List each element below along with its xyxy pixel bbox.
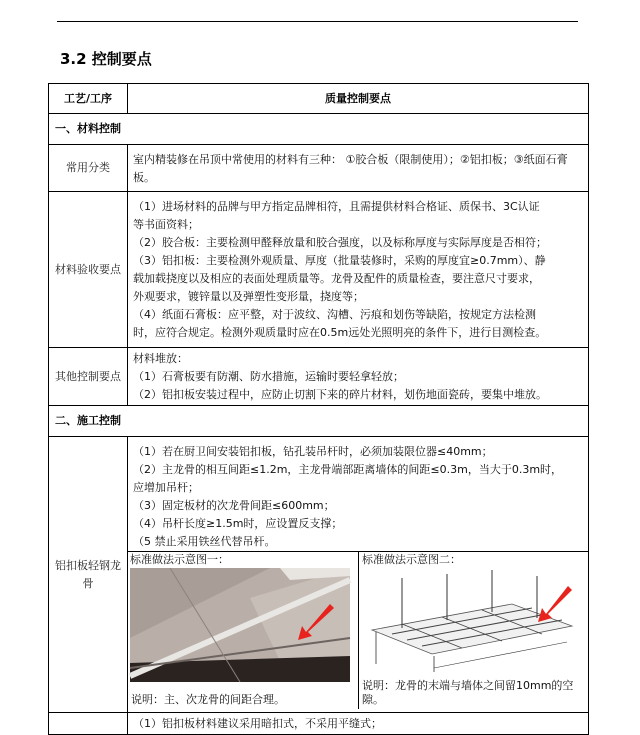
- diagram-caption: 说明：龙骨的末端与墙体之间留10mm的空隙。: [362, 679, 574, 706]
- content-line: （2）主龙骨的相互间距≤1.2m，主龙骨端部距离墙体的间距≤0.3m，当大于0.3m时，: [133, 463, 563, 476]
- row-content: [128, 348, 589, 406]
- content-line: （3）固定板材的次龙骨间距≤600mm；: [133, 499, 335, 512]
- content-line: 材料堆放：: [133, 352, 188, 365]
- table-row: [49, 145, 589, 192]
- table-row: [49, 713, 589, 735]
- row-content: [128, 192, 589, 348]
- row-content: [128, 713, 589, 735]
- ceiling-photo: [130, 568, 350, 682]
- content-line: （2）铝扣板安装过程中，应防止切割下来的碎片材料，划伤地面瓷砖，要集中堆放。: [133, 388, 547, 401]
- content-line: （1）铝扣板材料建议采用暗扣式，不采用平缝式；: [133, 717, 382, 730]
- category-row: [49, 114, 589, 145]
- content-line: 外观要求，镀锌量以及弹塑性变形量，挠度等；: [133, 290, 364, 303]
- row-label: 铝扣板轻钢龙骨: [49, 437, 128, 713]
- content-line: （5 禁止采用铁丝代替吊杆。: [133, 535, 276, 548]
- table-row: [49, 192, 589, 348]
- diagram-title: 标准做法示意图二：: [362, 553, 461, 566]
- row-label: [49, 713, 128, 735]
- category-title-materials: 一、材料控制: [49, 114, 589, 145]
- table-row: [49, 437, 589, 713]
- content-line: （4）纸面石膏板：应平整，对于波纹、沟槽、污痕和划伤等缺陷，按规定方法检测: [133, 308, 536, 321]
- section-title: 3.2 控制要点: [60, 50, 152, 68]
- content-line: 时，应符合规定。检测外观质量时应在0.5m远处光照明亮的条件下，进行目测检查。: [133, 326, 547, 339]
- content-line: （3）铝扣板：主要检测外观质量、厚度（批量装修时，采购的厚度宜≥0.7mm）、静: [133, 254, 546, 267]
- content-line: （2）胶合板：主要检测甲醛释放量和胶合强度，以及标称厚度与实际厚度是否相符；: [133, 236, 547, 249]
- header-process: 工艺/工序: [49, 84, 128, 114]
- table-row: [49, 348, 589, 406]
- diagram-2: [358, 552, 588, 709]
- diagram-1: [128, 552, 358, 709]
- top-rule: [57, 21, 578, 22]
- content-line: （1）进场材料的品牌与甲方指定品牌相符，且需提供材料合格证、质保书、3C认证: [133, 200, 540, 213]
- content-line: （1）若在厨卫间安装铝扣板，钻孔装吊杆时，必须加装限位器≤40mm；: [133, 445, 493, 458]
- header-points: 质量控制要点: [128, 84, 589, 114]
- quality-control-table: [48, 83, 589, 735]
- diagram-caption: 说明：主、次龙骨的间距合理。: [131, 693, 285, 706]
- row-label: 常用分类: [49, 145, 128, 192]
- row-label: 材料验收要点: [49, 192, 128, 348]
- row-content: [128, 145, 589, 192]
- row-content: [128, 437, 589, 713]
- content-line: （1）石膏板要有防潮、防水措施，运输时要轻拿轻放；: [133, 370, 404, 383]
- keel-diagram: [362, 568, 582, 680]
- content-line: 应增加吊杆；: [133, 481, 199, 494]
- content-line: 室内精装修在吊顶中常使用的材料有三种： ①胶合板（限制使用）；②铝扣板；③纸面石膏板。: [133, 152, 568, 184]
- diagram-row: [128, 551, 588, 709]
- content-line: 载加载挠度以及相应的表面处理质量等。龙骨及配件的质量检查，要注意尺寸要求，: [133, 272, 540, 285]
- category-row: [49, 406, 589, 437]
- diagram-title: 标准做法示意图一：: [130, 553, 229, 566]
- row-label: 其他控制要点: [49, 348, 128, 406]
- content-line: （4）吊杆长度≥1.5m时，应设置反支撑；: [133, 517, 343, 530]
- content-line: 等书面资料；: [133, 218, 199, 231]
- category-title-construction: 二、施工控制: [49, 406, 589, 437]
- table-header-row: [49, 84, 589, 114]
